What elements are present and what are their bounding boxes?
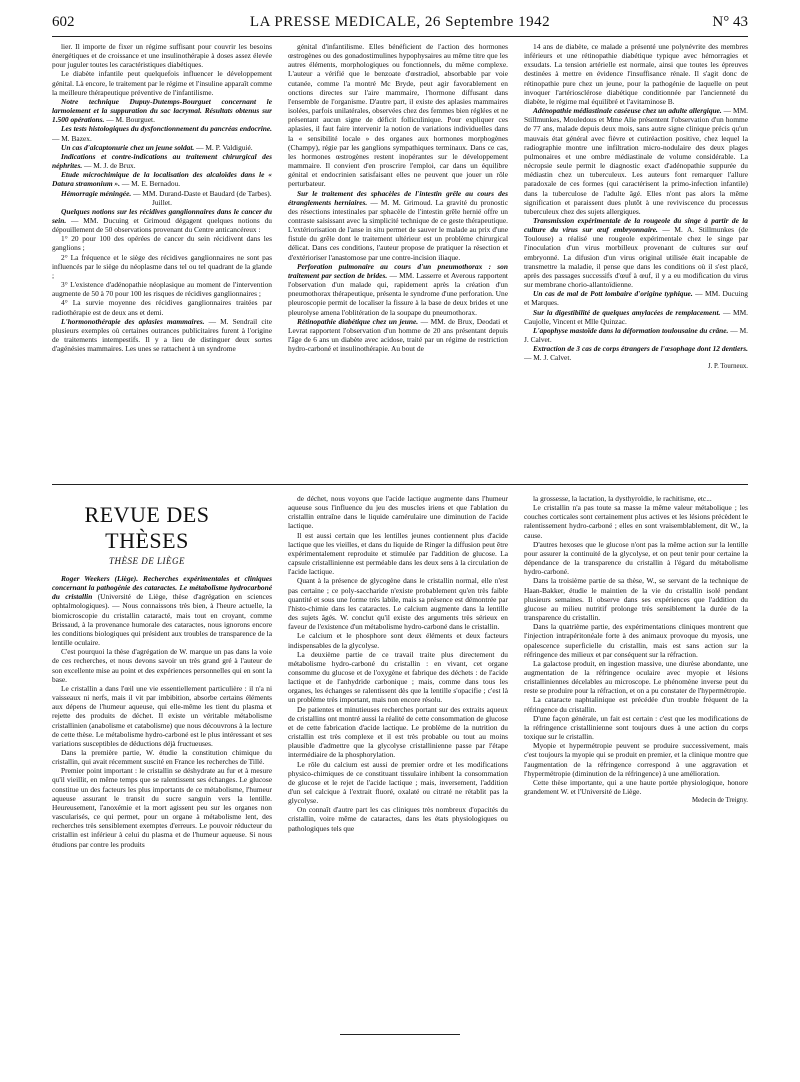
communication-authors: — M. E. Bernadou. — [119, 179, 181, 189]
communication-title: Sur la digestibilité de quelques amylacées de remplacement. — [533, 307, 721, 317]
column-top-2 — [288, 42, 508, 480]
paragraph: 1° 20 pour 100 des opérées de cancer du sein récidivent dans les ganglions ; — [52, 234, 272, 253]
paragraph: de déchet, nous voyons que l'acide lactique augmente dans l'humeur aqueuse sous l'influence du jeu des muscles iriens et que l'ablation du cristallin entraîne dans le liquide camérulaire une diminution de l'acide lactique. — [288, 494, 508, 531]
paragraph: La cataracte naphtalinique est précédée d'un trouble fréquent de la réfringence du cristallin. — [524, 695, 748, 714]
communication-authors: — M. J. de Brux. — [82, 161, 136, 171]
communication-authors: — M. P. Valdiguié. — [194, 142, 253, 152]
communication-entry — [52, 170, 272, 188]
communication-entry — [52, 189, 272, 198]
communication-authors: — MM. Stillmunkes, Mouledous et Mme Alie présentent l'observation d'un homme de 77 ans, malade depuis deux mois, sans autre signe clinique précis qu'un mauvais état général avec fièvre et cutiréaction positive, chez lequel la radiographie montre une infiltration micro-nodulaire des deux plages pulmonaires et une ombre médiastinale de volume considérable. La nécropsie seule permit le diagnostic exact d'adénopathie suppurée du médiastin chez un tuberculeux. Les auteurs font remarquer l'allure paradoxale de ces formes (qui caractérisent la primo-infection infantile) dans la tuberculose de l'adulte âgé. Elles n'ont pas alors la même signification et paraissent dues plutôt à une reviviscence du processus tuberculeux chez des sujets allergiques. — [524, 106, 748, 216]
communication-entry — [52, 143, 272, 152]
communication-authors: — M. Bazex. — [52, 133, 92, 143]
communication-entry — [524, 326, 748, 344]
paragraph: Le calcium et le phosphore sont deux éléments et deux facteurs indispensables de la glycolyse. — [288, 631, 508, 650]
communication-title: L'apophyse mastoïde dans la déformation toulousaine du crâne. — [533, 325, 729, 335]
communication-entry — [52, 124, 272, 142]
communication-authors: — MM. de Brux, Deodati et Levrat rapportent l'observation d'un homme de 20 ans présentant depuis l'âge de 6 ans un diabète avec acidose, traité par un régime de restriction hydro-carboné et insulinothérapie. Au bout de — [288, 316, 508, 354]
communication-entry — [524, 289, 748, 307]
paragraph: Le cristallin a dans l'œil une vie essentiellement particulière : il n'a ni vaisseaux ni nerfs, mais il vit par imbibition, absorbe certains éléments aux dépens de l'humeur aqueuse, qui elle-même les tient du plasma et rejette des produits de déchet. Il existe un véritable métabolisme cristallinien (anabolisme et catabolisme) que nous découvrons à la lecture de cette thèse. Le métabolisme hydro-carboné est le plus intéressant et ses variations susceptibles de déductions déjà fructueuses. — [52, 683, 272, 748]
communication-entry — [52, 97, 272, 124]
page-header — [52, 14, 748, 34]
paragraph: Il est aussi certain que les lentilles jeunes contiennent plus d'acide lactique que les vieilles, et dans du liquide de Ringer la diffusion peut être expérimentalement reproduite et stimulée par l'addition de glucose. La capsule cristallinienne est perméable dans les deux sens à la circulation de l'acide lactique. — [288, 530, 508, 577]
paragraph: 4° La survie moyenne des récidives ganglionnaires traitées par radiothérapie est de deux ans et demi. — [52, 298, 272, 317]
communication-title: Adénopathie médiastinale caséeuse chez un adulte allergique. — [533, 106, 722, 116]
paragraph: Le diabète infantile peut quelquefois influencer le développement génital. Là encore, le traitement par le régime et l'insuline apparaît comme la meilleure thérapeutique préventive de l'infantilisme. — [52, 69, 272, 97]
communication-authors: — M. M. Grimoud. La gravité du pronostic des résections intestinales par sphacèle de l'intestin grêle hernié offre un contraste saisissant avec la simplicité technique de ce geste thérapeutique. L'extériorisation de l'anse in situ permet de sauver le malade au prix d'une fistule du grêle dont le traitement ultérieur est un problème chirurgical délicat. Dans ces conditions, l'auteur propose de pratiquer la résection et d'extérioriser l'anastomose par une contre-incision iliaque. — [288, 197, 508, 262]
paragraph: 2° La fréquence et le siège des récidives ganglionnaires ne sont pas influencés par le siège du néoplasme dans tel ou tel quadrant de la glande ; — [52, 252, 272, 280]
communication-entry — [288, 317, 508, 354]
paragraph: On connaît d'autre part les cas cliniques très nombreux d'opacités du cristallin, voire même de cataractes, dans les états physiologiques ou pathologiques tels que — [288, 805, 508, 833]
revue-des-theses-title: REVUE DES THÈSES — [84, 502, 210, 553]
column-top-3 — [524, 42, 748, 480]
communication-title: Perforation pulmonaire au cours d'un pneumothorax : son traitement par section de brides. — [288, 261, 508, 280]
communication-title: Un cas d'alcaptonurie chez un jeune soldat. — [61, 142, 195, 152]
communication-title: Notre technique Dupuy-Dutemps-Bourguet concernant le larmoiement et la suppuration du sac lacrymal. Résultats obtenus sur 1.500 opérations. — [52, 96, 272, 125]
communication-title: Transmission expérimentale de la rougeole du singe à partir de la culture du virus sur œuf embryonnaire. — [524, 215, 748, 235]
communication-entry — [524, 216, 748, 289]
signature: Medecin de Treigny. — [691, 797, 748, 805]
communication-title: Les tests histologiques du dysfonctionnement du pancréas endocrine. — [61, 124, 272, 134]
communication-title: Quelques notions sur les récidives ganglionnaires dans le cancer du sein. — [52, 206, 272, 225]
paragraph: Quant à la présence de glycogène dans le cristallin normal, elle n'est pas certaine ; ce poly-saccharide n'existe probablement qu'en très faible quantité et sous une forme très labile, mais sa présence est démontrée par l'histo-chimie dans les cataractes. Le calcium augmente dans la lentille des sujets âgés. W. conclut qu'il existe des arguments très sérieux en faveur de l'existence d'un métabolisme hydro-carboné dans le cristallin. — [288, 576, 508, 632]
communication-entry — [524, 106, 748, 216]
communication-authors: — MM. Lasserre et Averous rapportent l'observation d'un malade qui, rapidement après la création d'un pneumothorax thérapeutique, présenta le syndrome d'une perforation. Une pleuroscopie permit de localiser la fissure à la base de deux brides et une pleurolyse amena l'oblitération de la soupape du pneumothorax. — [288, 270, 508, 317]
paragraph: 14 ans de diabète, ce malade a présenté une polynévrite des membres inférieurs et une rétinopathie diabétique typique avec hémorragies et exsudats. La tension artérielle est normale, ainsi que toutes les épreuves destinées à mettre en évidence l'insuffisance rénale. Il s'agit donc de rétinopathie pure chez un jeune, pour la pathogénie de laquelle on peut invoquer l'artériosclérose diabétique conditionnée par l'ancienneté du diabète, le régime mal équilibré et l'avitaminose B. — [524, 42, 748, 106]
paragraph: D'une façon générale, un fait est certain : c'est que les modifications de la réfringence cristallinienne sont toujours dues à une action du corps toxique sur le cristallin. — [524, 713, 748, 742]
paragraph: Premier point important : le cristallin se déshydrate au fur et à mesure qu'il vieillit, en même temps que se ralentissent ses échanges. Le glucose constitue un des facteurs les plus importants de ce métabolisme, l'humeur aqueuse assurant le transit du sucre sanguin vers la lentille. Heureusement, l'anoxémie et la mort agissent peu sur les organes non vascularisés, ce qui permet, pour un organe à métabolisme lent, des recherches très sensiblement exemptes d'erreurs. Le pouvoir réducteur du cristallin est inférieur à celui du plasma et de l'humeur aqueuse. Si nous étudions par contre les produits — [52, 766, 272, 849]
paragraph: lier. Il importe de fixer un régime suffisant pour couvrir les besoins énergétiques et de croissance et une insulinothérapie à doses assez élevée pour juguler toutes les caractéristiques diabétiques. — [52, 42, 272, 70]
communication-entry — [52, 574, 272, 647]
communication-title: Indications et contre-indications au traitement chirurgical des néphrites. — [52, 151, 272, 171]
paragraph: La deuxième partie de ce travail traite plus directement du métabolisme hydro-carboné du cristallin : en vivant, cet organe consomme du glucose et de l'oxygène et fabrique des déchets : de l'acide lactique et de l'anhydride carbonique ; mais, comme dans tous les organes, les échanges se ralentissent dès que la lentille s'opacifie ; c'est là un problème très important, mais non encore résolu. — [288, 649, 508, 705]
footer-rule — [340, 1034, 460, 1035]
signature: J. P. Tourneux. — [708, 363, 748, 371]
paragraph: génital d'infantilisme. Elles bénéficient de l'action des hormones œstrogènes ou des gonadostimulines hypophysaires au même titre que les autres éléments, morphologiques ou fonctionnels, du même complexe. L'auteur a vérifié que le benzoate d'œstradiol, absorbable par voie cutanée, comme l'a montré Mc Bryde, peut agir favorablement en onctions directes sur l'aire mammaire, l'hormone diffusant dans l'ensemble de l'organisme. D'autre part, il existe des aplasies mammaires isolées, parfois unilatérales, observées chez des femmes bien réglées et ne présentant aucun signe de déficit folliculinique. Pour expliquer ces aplasies, il faut faire intervenir la notion de variations individuelles dans la « sensibilité locale » des organes aux hormones morphogènes (Champy), régie par les ganglions sympathiques terminaux. Dans ce cas, les hormones œstrogènes restent inopérantes sur le développement mammaire. Il convient d'en proscrire l'emploi, car dans un équilibre génital et endocrinien satisfaisant elles ne peuvent que jouer un rôle perturbateur. — [288, 42, 508, 189]
paragraph: Dans la quatrième partie, des expérimentations cliniques montrent que l'injection intrapéritonéale forte à des animaux provoque du myosis, une opalescence superficielle du cristallin, mais est sans action sur la réfringence des milieux et par conséquent sur la réfraction. — [524, 622, 748, 659]
paragraph: la grossesse, la lactation, la dysthyroïdie, le rachitisme, etc... — [533, 494, 712, 503]
paragraph: Myopie et hypermétropie peuvent se produire successivement, mais c'est toujours la myopie qui se produit en premier, et la clinique montre que l'augmentation de la réfringence correspond à une aggravation et l'hypermétropie (diminution de la réfringence) à une amélioration. — [524, 741, 748, 778]
column-bottom-3 — [524, 494, 748, 1020]
communication-entry — [288, 262, 508, 317]
column-bottom-1 — [52, 574, 272, 1020]
communication-authors: — MM. Durand-Daste et Baudard (de Tarbes). — [131, 188, 272, 198]
communication-authors: — MM. Caujolle, Vincent et Mlle Quinzac. — [524, 307, 748, 326]
communication-entry — [52, 152, 272, 170]
section-date: Juillet. — [152, 197, 172, 207]
communication-authors: — M. A. Stillmunkes (de Toulouse) a réalisé une rougeole expérimentale chez le singe par l'inoculation d'un virus morbilleux provenant de cultures sur œuf embryonné. La difusion d'un virus original utilisée était incapable de transmettre la maladie, il pense que dans les conditions où il s'est placé, après des passages successifs d'œuf à œuf, il y a eu modification du virus sur membrane chorio-allantoïdienne. — [524, 225, 748, 290]
communication-title: Sur le traitement des sphacèles de l'intestin grêle au cours des étranglements herniaires. — [288, 188, 508, 207]
communication-title: Roger Weekers (Liège). Recherches expérimentales et cliniques concernant la pathogénie des cataractes. Le métabolisme hydrocarboné du cristallin — [52, 574, 272, 602]
issue-number: N° 43 — [712, 14, 748, 30]
paragraph: Le cristallin n'a pas toute sa masse la même valeur métabolique ; les couches corticales sont certainement plus actives et les lésions précèdent le ralentissement hydro-carboné ; elles en sont vraisemblablement, dit W., la cause. — [524, 503, 748, 540]
communication-authors: (Université de Liège, thèse d'agrégation en sciences ophtalmologiques). — Nous connaissons très bien, à l'heure actuelle, la biomicroscopie du cristallin cataracté, mais tout en croyant, comme Brissaud, à la provenance humorale des cataractes, nous ignorons encore les conditions biologiques qui président aux troubles de transparence de la lentille oculaire. — [52, 592, 272, 648]
paragraph: 3° L'existence d'adénopathie néoplasique au moment de l'intervention augmente de 50 à 70 pour 100 les risques de récidives ganglionnaires ; — [52, 280, 272, 299]
communication-authors: — M. Sendrail cite plusieurs exemples où certaines outrances publicitaires furent à l'origine de traitements intempestifs. Il y a lieu de distinguer deux sortes d'agénésies mammaires. Les unes se rattachent à un syndrome — [52, 316, 272, 354]
paragraph: Cette thèse importante, qui a une haute portée physiologique, honore grandement W. et l'Université de Liège. — [524, 777, 748, 796]
communication-authors: — M. J. Calvet. — [524, 325, 748, 344]
header-rule — [52, 36, 748, 37]
section-rule — [52, 484, 748, 485]
page-number: 602 — [52, 14, 75, 30]
paragraph: Dans la troisième partie de sa thèse, W., se servant de la technique de Haan-Bakker, étudie le maintien de la vie du cristallin isolé pendant plusieurs semaines. Il observe dans ses expériences que l'addition du glucose au milieu nutritif prolonge très sensiblement la durée de la transparence du cristallin. — [524, 576, 748, 623]
journal-title: LA PRESSE MEDICALE, 26 Septembre 1942 — [249, 14, 551, 30]
communication-title: Etude microchimique de la localisation des alcaloïdes dans le « Datura stramonium ». — [52, 170, 272, 189]
communication-authors: — M. Bourguet. — [104, 115, 155, 125]
communication-title: Un cas de mal de Pott lombaire d'origine typhique. — [533, 289, 693, 299]
communication-entry — [288, 189, 508, 262]
communication-title: Rétinopathie diabétique chez un jeune. — [297, 316, 419, 326]
communication-authors: — MM. Ducuing et Marques. — [524, 289, 748, 308]
paragraph: La galactose produit, en ingestion massive, une diurèse abondante, une augmentation de la réfringence oculaire avec myopie et lésions cristalliniennes décelables au microscope. Le phénomène inverse peut du reste se produire pour la réfraction, et on a pu constater de l'hypermétropie. — [524, 658, 748, 696]
column-bottom-2 — [288, 494, 508, 1020]
paragraph: Le rôle du calcium est aussi de premier ordre et les modifications physico-chimiques de ce constituant tissulaire inhibent la consommation de glucose et le rejet de l'acide lactique ; mais, inversement, l'addition d'un sel calcique à l'extrait fluoré, oxalaté ou citraté ne rétablit pas la glycolyse. — [288, 759, 508, 806]
communication-title: L'hormonothérapie des aplasies mammaires. — [61, 316, 205, 326]
column-top-1 — [52, 42, 272, 480]
these-de-liege-subtitle: THÈSE DE LIÈGE — [109, 556, 185, 566]
communication-entry — [524, 344, 748, 362]
communication-title: Extraction de 3 cas de corps étrangers de l'œsophage dont 12 dentiers. — [533, 344, 748, 354]
paragraph: D'autres hexoses que le glucose n'ont pas la même action sur la lentille pour assurer la continuité de la glycolyse, et on peut tenir pour certaine la dépendance de la transparence du cristallin à l'égard du métabolisme hydro-carboné. — [524, 539, 748, 577]
paragraph: Dans la première partie, W. étudie la constitution chimique du cristallin, qui avait récemment suscité en France les recherches de Tillé. — [52, 747, 272, 767]
communication-entry — [52, 317, 272, 354]
communication-title: Hémorragie méningée. — [61, 188, 132, 198]
paragraph: C'est pourquoi la thèse d'agrégation de W. marque un pas dans la voie de ces recherches, et nous devons savoir un très grand gré à l'auteur de son excellente mise au point et des expériences personnelles qui en sont la base. — [52, 647, 272, 684]
communication-entry — [52, 207, 272, 234]
communication-authors: — M. J. Calvet. — [524, 353, 572, 363]
communication-entry — [524, 308, 748, 326]
communication-authors: — MM. Ducuing et Grimoud dégagent quelques notions du dépouillement de 50 observations provenant du Centre anticancéreux : — [52, 215, 272, 235]
paragraph: De patientes et minutieuses recherches portant sur des extraits aqueux de cristallins ont montré aussi la réalité de cette consommation de glucose et de cette fabrication d'acide lactique. Le problème de la nutrition du cristallin est très complexe et il est très probable ou tout au moins plausible d'admettre que la glycolyse cristallinienne passe par l'étape intermédiaire de la phosphorylation. — [288, 704, 508, 760]
